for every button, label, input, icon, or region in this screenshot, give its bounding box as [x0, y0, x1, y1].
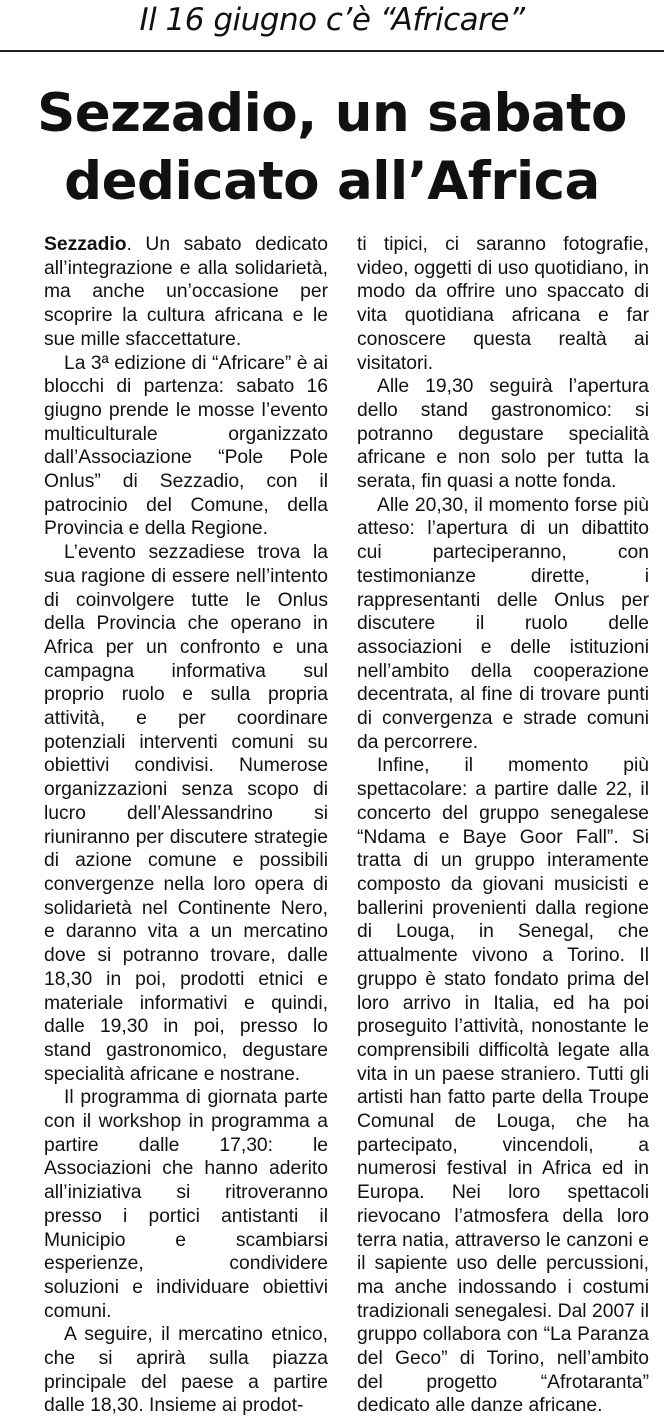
paragraph-purpose: L’evento sezzadiese trova la sua ragione di essere nell’intento di coinvolgere tutte le Onlus della Provincia che operano in Africa per un confronto e una campagna informativa sul proprio ruolo e sulla propria attività, e per coordinare potenziali interventi comuni su obiettivi condivisi. Numerose organizzazioni senza scopo di lucro dell’Alessandrino si riuniranno per discutere strategie di azione comune e possibili convergenze nella loro opera di solidarietà nel Continente Nero, e daranno vita a un mercatino dove si potranno trovare, dalle 18,30 in poi, prodotti etnici e materiale informativi e quindi, dalle 19,30 in poi, presso lo stand gastronomico, degustare specialità africane e nostrane. [44, 542, 328, 1085]
dateline: Sezzadio [44, 234, 127, 255]
article-headline [0, 80, 664, 216]
paragraph-concert: Infine, il momento più spettacolare: a partire dalle 22, il concerto del gruppo senegalese “Ndama e Baye Goor Fall”. Si tratta di un gruppo interamente composto da giovani musicisti e ballerini provenienti dalla regione di Louga, in Senegal, che attualmente vivono a Torino. Il gruppo è stato fondato prima del loro arrivo in Italia, ed ha poi proseguito l’attività, nonostante le comprensibili difficoltà legate alla vita in un paese straniero. Tutti gli artisti han fatto parte della Troupe Comunal de Louga, che ha partecipato, vincendoli, a numerosi festival in Africa ed in Europa. Nei loro spettacoli rievocano l’atmosfera della loro terra natia, attraverso le canzoni e il sapiente uso delle percussioni, ma anche indossando i costumi tradizionali senegalesi. Dal 2007 il gruppo collabora con “La Paranza del Geco” di Torino, nell’ambito del progetto “Afrotaranta” dedicato alle danze africane. [357, 755, 649, 1417]
headline-line-2: dedicato all’Africa [64, 151, 600, 212]
paragraph-market-start: A seguire, il mercatino etnico, che si aprirà sulla piazza principale del paese a partire dalle 18,30. Insieme ai prodot- [44, 1324, 328, 1417]
paragraph-debate: Alle 20,30, il momento forse più atteso: l’apertura di un dibattito cui parteciperanno, con testimonianze dirette, i rappresentanti delle Onlus per discutere il ruolo delle associazioni e delle istituzioni nell’ambito della cooperazione decentrata, al fine di trovare punti di convergenza e strade comuni da percorrere. [357, 494, 649, 753]
lead-text: . Un sabato dedicato all’integrazione e alla solidarietà, ma anche un’occasione per scoprire la cultura africana e le sue mille sfaccettature. [44, 234, 328, 350]
article-column-right [357, 233, 649, 1418]
paragraph-market-continued: ti tipici, ci saranno fotografie, video, oggetti di uso quotidiano, in modo da offrire uno spaccato di vita quotidiana africana e far conoscere questa realtà ai visitatori. [357, 234, 649, 374]
article-column-left [44, 233, 328, 1418]
lead-paragraph [44, 233, 328, 352]
headline-line-1: Sezzadio, un sabato [37, 83, 627, 144]
kicker-divider [0, 50, 664, 52]
paragraph-workshop: Il programma di giornata parte con il workshop in programma a partire dalle 17,30: le Associazioni che hanno aderito all’iniziativa si ritroveranno presso i portici antistanti il Municipio e scambiarsi esperienze, condividere soluzioni e individuare obiettivi comuni. [44, 1087, 328, 1322]
paragraph-food-stand: Alle 19,30 seguirà l’apertura dello stand gastronomico: si potranno degustare specialità africane e non solo per tutta la serata, fin quasi a notte fonda. [357, 376, 649, 493]
kicker-line: Il 16 giugno c’è “Africare” [139, 2, 525, 38]
paragraph-edition: La 3ª edizione di “Africare” è ai blocchi di partenza: sabato 16 giugno prende le mosse l’evento multiculturale organizzato dall’Associazione “Pole Pole Onlus” di Sezzadio, con il patrocinio del Comune, della Provincia e della Regione. [44, 352, 328, 540]
